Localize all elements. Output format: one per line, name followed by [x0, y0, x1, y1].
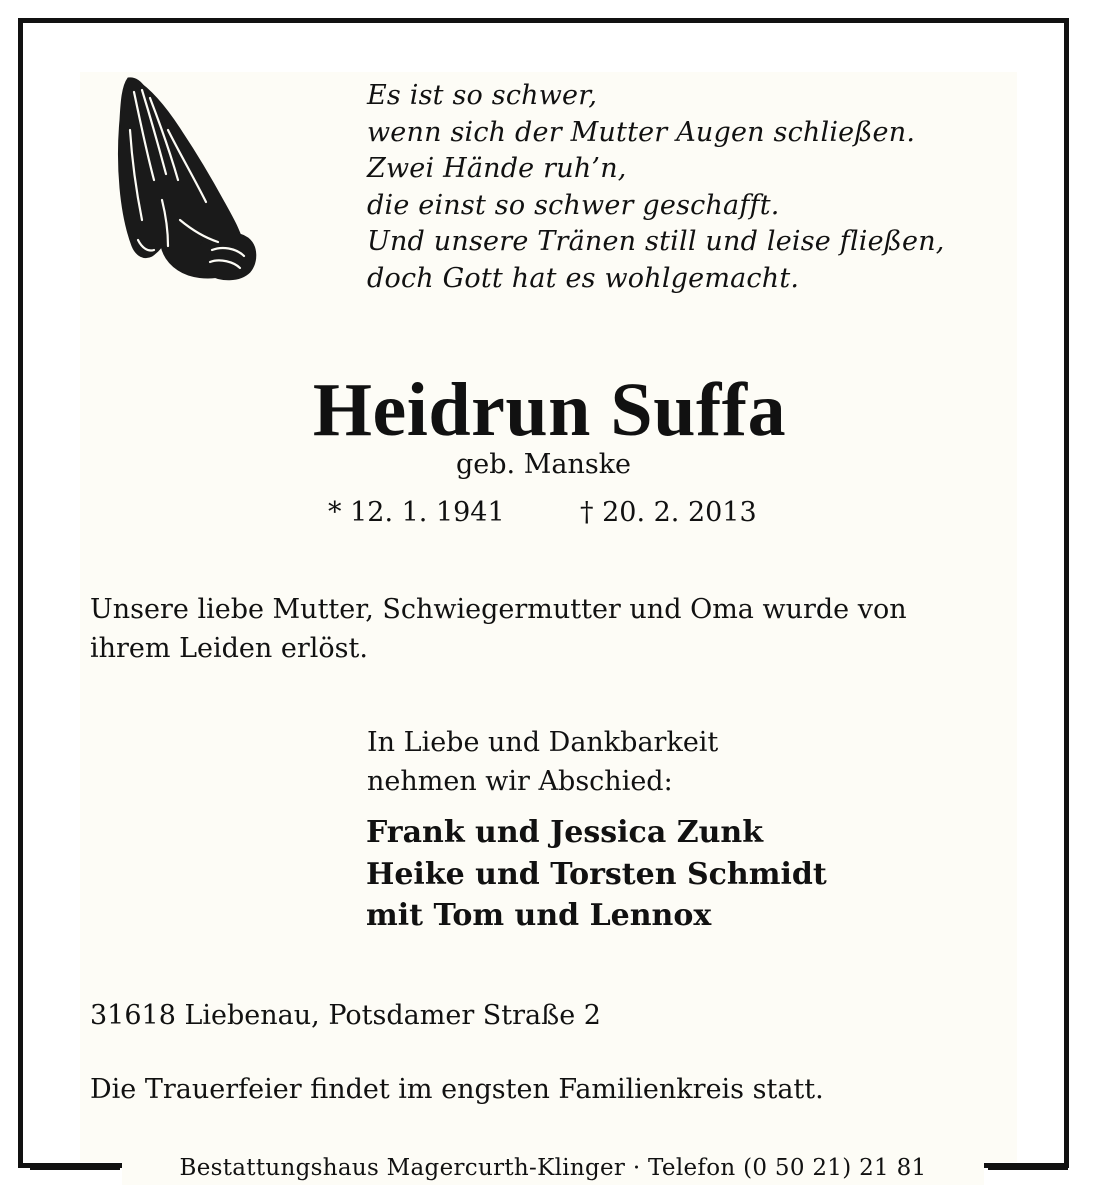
deceased-name: Heidrun Suffa [312, 368, 787, 452]
farewell-line: nehmen wir Abschied: [367, 766, 673, 797]
footer-rule-right [988, 1165, 1068, 1170]
poem-line: Es ist so schwer, [367, 80, 598, 111]
obituary-message [90, 590, 907, 668]
message-line: Unsere liebe Mutter, Schwiegermutter und Oma wurde von [90, 594, 907, 625]
address: 31618 Liebenau, Potsdamer Straße 2 [90, 1000, 601, 1031]
farewell-text [367, 723, 718, 801]
poem-line: Und unsere Tränen still und leise fließen, [367, 226, 945, 257]
birth-date: * 12. 1. 1941 [328, 497, 505, 528]
death-date: † 20. 2. 2013 [580, 497, 757, 528]
funeral-notice: Die Trauerfeier findet im engsten Familienkreis statt. [90, 1074, 824, 1105]
farewell-line: In Liebe und Dankbarkeit [367, 727, 719, 758]
poem-line: doch Gott hat es wohlgemacht. [367, 262, 800, 294]
family-line: mit Tom und Lennox [366, 898, 712, 933]
poem-line: die einst so schwer geschafft. [367, 189, 780, 221]
funeral-home-footer: Bestattungshaus Magercurth-Klinger · Telefon (0 50 21) 21 81 [122, 1151, 984, 1185]
family-line: Heike und Torsten Schmidt [366, 856, 827, 892]
family-line: Frank und Jessica Zunk [366, 815, 764, 850]
message-line: ihrem Leiden erlöst. [90, 633, 368, 664]
poem-line: Zwei Hände ruh’n, [367, 153, 627, 184]
praying-hands-icon [108, 70, 268, 282]
poem-line: wenn sich der Mutter Augen schließen. [367, 116, 916, 148]
family-names [366, 812, 827, 937]
birth-name: geb. Manske [456, 449, 632, 480]
footer-rule-left [30, 1165, 120, 1170]
poem [367, 78, 945, 297]
